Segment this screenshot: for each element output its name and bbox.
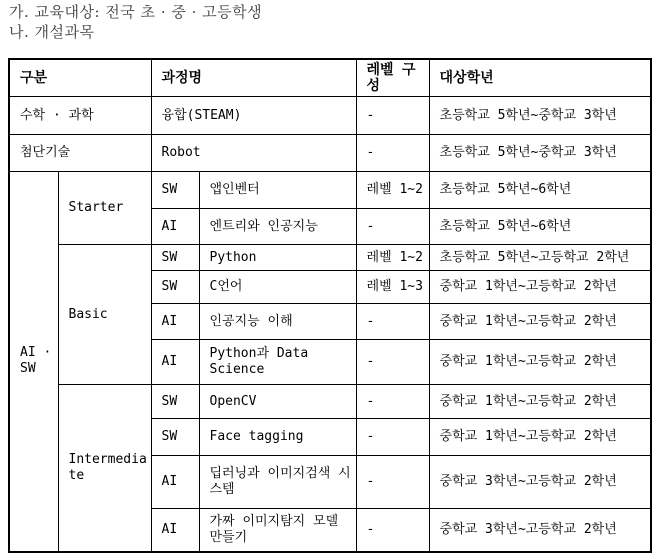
course-table — [8, 58, 652, 553]
col-header-level: 레벨 구성 — [356, 59, 429, 97]
level-cell: 레벨 1~2 — [356, 172, 429, 209]
table-header-row — [9, 59, 651, 97]
group-starter: Starter — [58, 172, 151, 245]
category-ai-sw: AI · SW — [9, 172, 58, 552]
grade-cell: 중학교 3학년~고등학교 2학년 — [429, 509, 651, 552]
grade-cell: 중학교 1학년~고등학교 2학년 — [429, 271, 651, 304]
grade-cell: 초등학교 5학년~고등학교 2학년 — [429, 245, 651, 271]
group-intermediate: Intermediate — [58, 385, 151, 552]
table-row — [9, 135, 651, 172]
level-robot: - — [356, 135, 429, 172]
type-cell: AI — [151, 456, 199, 509]
course-steam: 융합(STEAM) — [151, 97, 356, 135]
course-app-inventor: 앱인벤터 — [199, 172, 356, 209]
level-cell: - — [356, 340, 429, 385]
type-cell: SW — [151, 419, 199, 456]
table-row — [9, 385, 651, 419]
group-basic: Basic — [58, 245, 151, 385]
heading-course-list: 나. 개설과목 — [9, 23, 95, 41]
grade-cell: 중학교 1학년~고등학교 2학년 — [429, 419, 651, 456]
level-cell: 레벨 1~3 — [356, 271, 429, 304]
grade-cell: 중학교 1학년~고등학교 2학년 — [429, 304, 651, 340]
col-header-grade: 대상학년 — [429, 59, 651, 97]
type-cell: AI — [151, 509, 199, 552]
col-header-course: 과정명 — [151, 59, 356, 97]
table-row — [9, 245, 651, 271]
type-cell: SW — [151, 385, 199, 419]
table-row — [9, 97, 651, 135]
course-ai-understanding: 인공지능 이해 — [199, 304, 356, 340]
heading-education-target: 가. 교육대상: 전국 초 · 중 · 고등학생 — [9, 3, 263, 21]
course-fake-image-detection: 가짜 이미지탐지 모델 만들기 — [199, 509, 356, 552]
grade-cell: 중학교 3학년~고등학교 2학년 — [429, 456, 651, 509]
type-cell: AI — [151, 304, 199, 340]
grade-steam: 초등학교 5학년~중학교 3학년 — [429, 97, 651, 135]
table-row — [9, 172, 651, 209]
document-headings — [9, 2, 262, 42]
level-cell: - — [356, 209, 429, 245]
grade-cell: 초등학교 5학년~6학년 — [429, 172, 651, 209]
grade-cell: 중학교 1학년~고등학교 2학년 — [429, 385, 651, 419]
col-header-category: 구분 — [9, 59, 151, 97]
level-cell: - — [356, 509, 429, 552]
course-c-language: C언어 — [199, 271, 356, 304]
grade-cell: 중학교 1학년~고등학교 2학년 — [429, 340, 651, 385]
course-python-data-science: Python과 Data Science — [199, 340, 356, 385]
course-deep-learning-image-search: 딥러닝과 이미지검색 시스템 — [199, 456, 356, 509]
grade-cell: 초등학교 5학년~6학년 — [429, 209, 651, 245]
course-opencv: OpenCV — [199, 385, 356, 419]
type-cell: SW — [151, 172, 199, 209]
level-cell: - — [356, 419, 429, 456]
level-cell: - — [356, 385, 429, 419]
level-steam: - — [356, 97, 429, 135]
course-robot: Robot — [151, 135, 356, 172]
course-face-tagging: Face tagging — [199, 419, 356, 456]
type-cell: AI — [151, 340, 199, 385]
grade-robot: 초등학교 5학년~중학교 3학년 — [429, 135, 651, 172]
type-cell: AI — [151, 209, 199, 245]
level-cell: - — [356, 304, 429, 340]
course-python: Python — [199, 245, 356, 271]
type-cell: SW — [151, 245, 199, 271]
course-entry-ai: 엔트리와 인공지능 — [199, 209, 356, 245]
category-math-science: 수학 · 과학 — [9, 97, 151, 135]
level-cell: - — [356, 456, 429, 509]
category-advanced-tech: 첨단기술 — [9, 135, 151, 172]
level-cell: 레벨 1~2 — [356, 245, 429, 271]
type-cell: SW — [151, 271, 199, 304]
